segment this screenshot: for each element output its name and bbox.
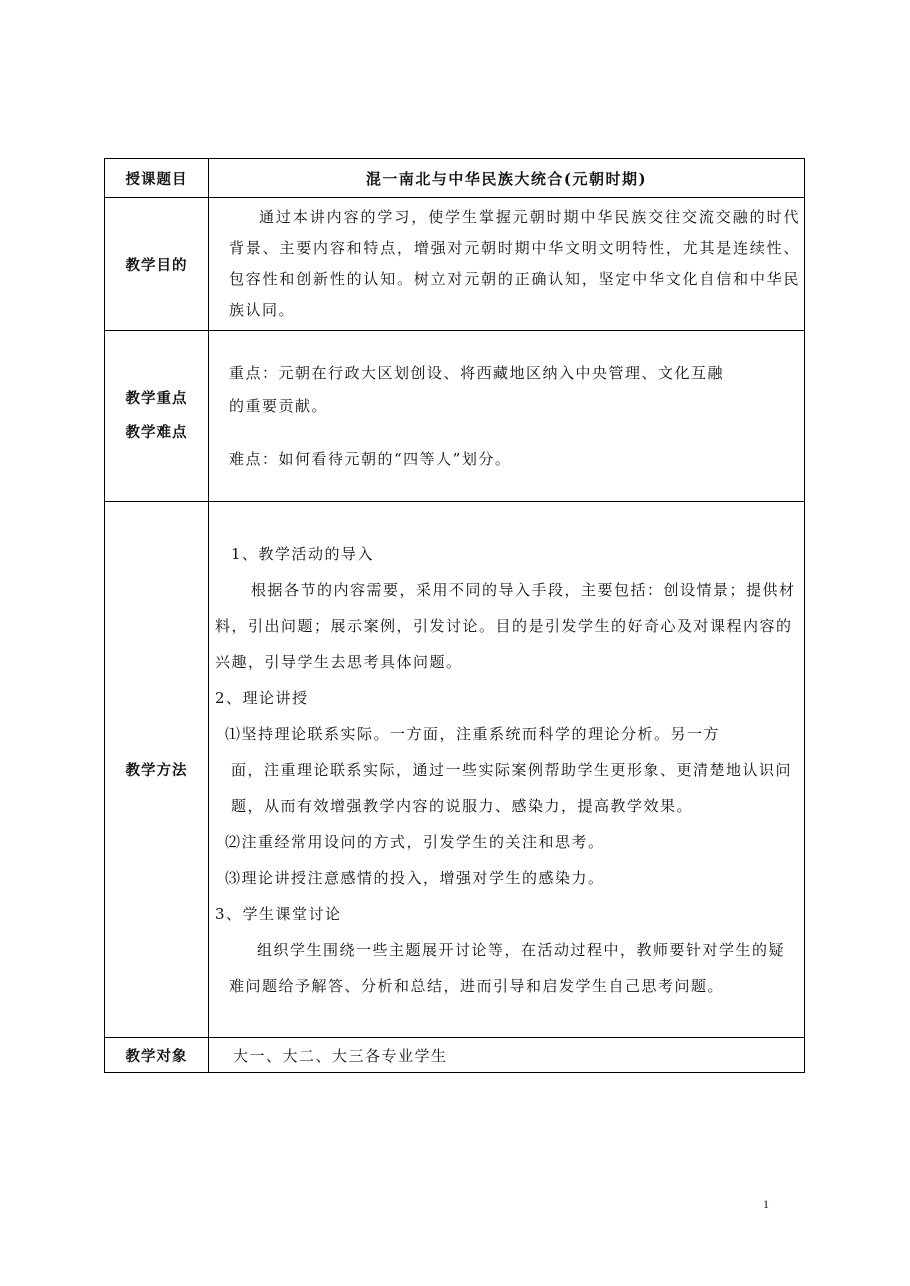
method-paragraph-5: 组织学生围绕一些主题展开讨论等，在活动过程中，教师要针对学生的疑难问题给予解答、分析和总结，进而引导和启发学生自己思考问题。 — [229, 940, 786, 995]
difficulty-text: 难点：如何看待元朝的“四等人”划分。 — [229, 449, 512, 468]
method-paragraph-2-line-2: 面，注重理论联系实际，通过一些实际案例帮助学生更形象、更清楚地认识问题，从而有效增强教学内容的说服力、感染力，提高教学效果。 — [231, 760, 793, 815]
method-paragraph-3: ⑵注重经常用设问的方式，引发学生的关注和思考。 — [225, 832, 605, 851]
course-title-label: 授课题目 — [105, 159, 209, 198]
method-heading-1: 1、教学活动的导入 — [231, 544, 375, 563]
teaching-target-value: 大一、大二、大三各专业学生 — [233, 1046, 448, 1065]
key-point-line-2: 的重要贡献。 — [229, 396, 329, 415]
row-key-points — [105, 331, 805, 502]
row-teaching-method — [105, 502, 805, 1038]
teaching-goal-text: 通过本讲内容的学习，使学生掌握元朝时期中华民族交往交流交融的时代背景、主要内容和特点，增强对元朝时期中华文明文明特性，尤其是连续性、包容性和创新性的认知。树立对元朝的正确认知，坚定中华文化自信和中华民族认同。 — [229, 208, 800, 319]
lesson-plan-table — [104, 158, 805, 1073]
teaching-goal-label: 教学目的 — [105, 198, 209, 331]
teaching-target-label: 教学对象 — [105, 1038, 209, 1073]
teaching-method-label: 教学方法 — [105, 502, 209, 1038]
method-heading-3: 3、学生课堂讨论 — [215, 904, 342, 923]
row-teaching-target — [105, 1038, 805, 1073]
row-teaching-goal — [105, 198, 805, 331]
row-course-title — [105, 159, 805, 198]
method-paragraph-1: 根据各节的内容需要，采用不同的导入手段，主要包括：创设情景；提供材料，引出问题；展示案例，引发讨论。目的是引发学生的好奇心及对课程内容的兴趣，引导学生去思考具体问题。 — [215, 580, 796, 671]
method-paragraph-4: ⑶理论讲授注意感情的投入，增强对学生的感染力。 — [225, 868, 605, 887]
course-title-value: 混一南北与中华民族大统合(元朝时期) — [209, 159, 805, 198]
method-heading-2: 2、理论讲授 — [215, 688, 309, 707]
key-point-line-1: 重点：元朝在行政大区划创设、将西藏地区纳入中央管理、文化互融 — [229, 363, 725, 382]
method-paragraph-2-line-1: ⑴坚持理论联系实际。一方面，注重系统而科学的理论分析。另一方 — [225, 724, 721, 743]
teaching-method-content — [209, 536, 804, 1004]
key-points-label: 教学重点 — [125, 390, 188, 407]
difficulty-label: 教学难点 — [125, 424, 188, 441]
page-number: 1 — [763, 1197, 769, 1211]
